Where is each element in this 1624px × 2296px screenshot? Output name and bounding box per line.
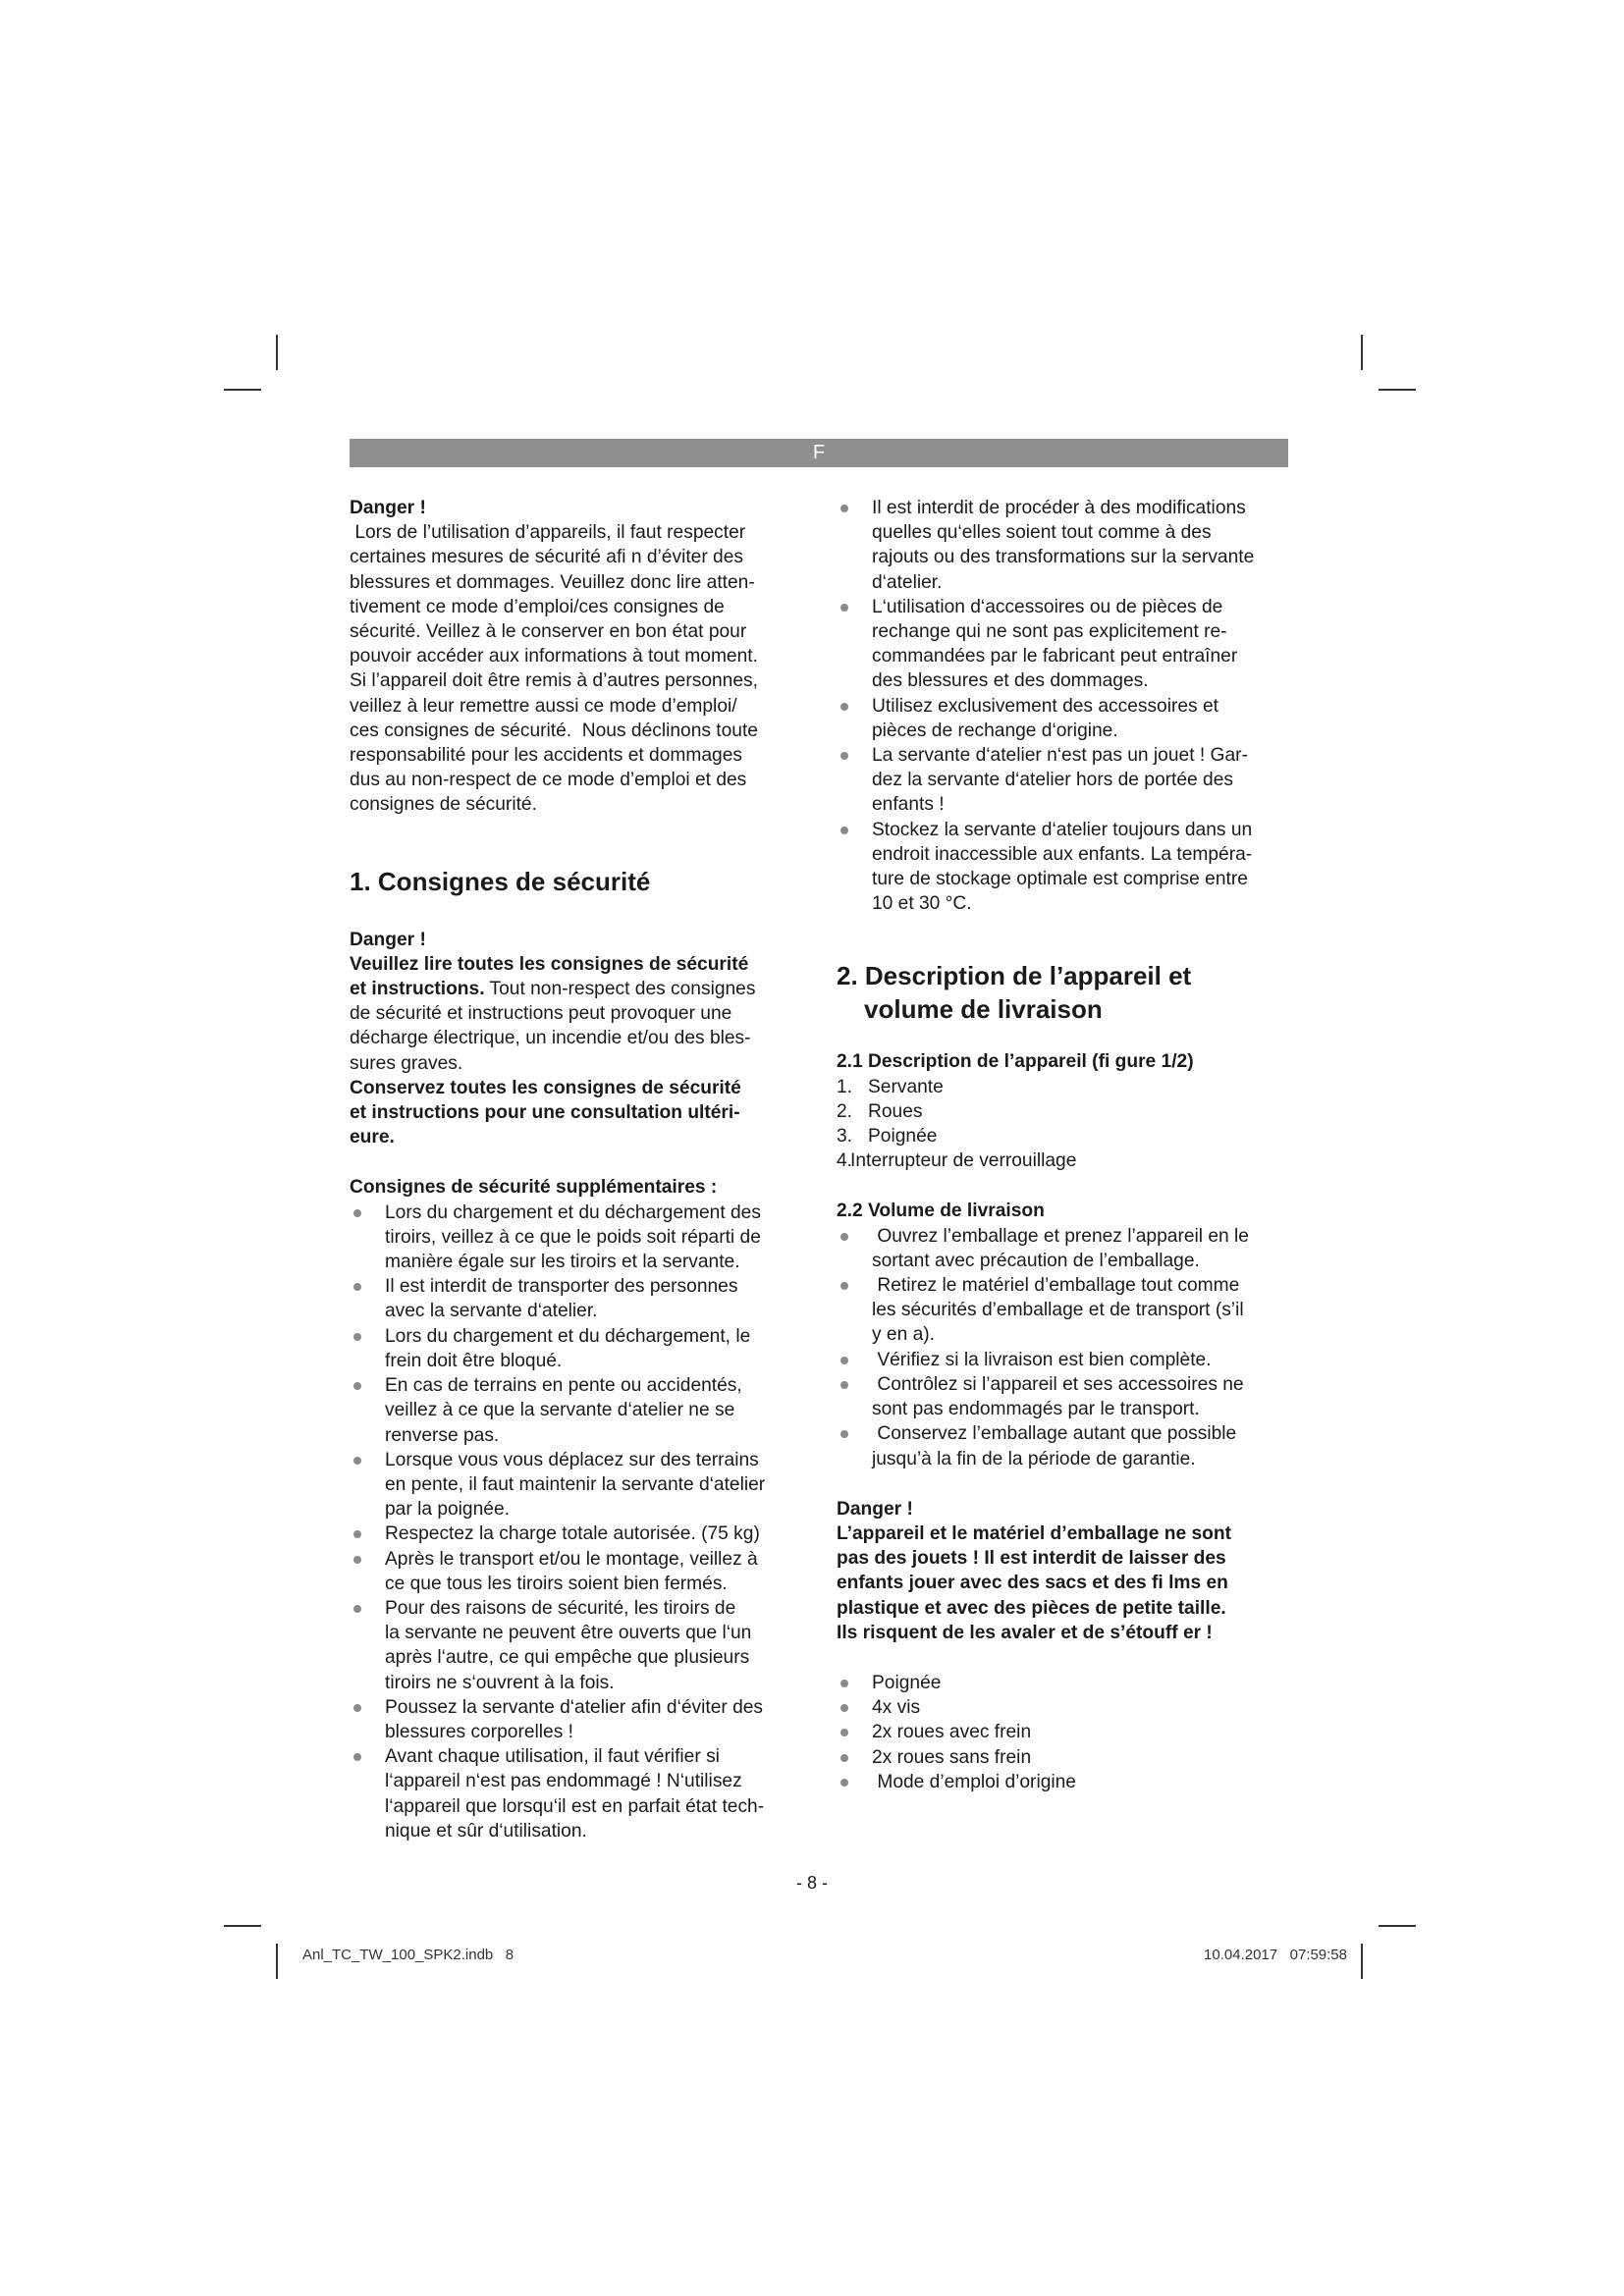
- language-header-bar: [350, 439, 1288, 467]
- text-line: [350, 977, 801, 1001]
- text-line: et instructions pour une consultation ultéri-: [350, 1102, 740, 1124]
- list-item: Lorsque vous vous déplacez sur des terrains en pente, il faut maintenir la servante d‘atelier par la poignée.: [350, 1448, 801, 1522]
- list-item: 4.Interrupteur de verrouillage: [837, 1150, 1077, 1172]
- text-line: sécurité. Veillez à le conserver en bon état pour: [350, 621, 747, 643]
- text-line: pas des jouets ! Il est interdit de laisser des: [837, 1548, 1226, 1570]
- bold-span: et instructions.: [350, 979, 485, 1000]
- text-span: Tout non-respect des consignes: [484, 979, 756, 1000]
- list-item: Poussez la servante d‘atelier afin d‘éviter des blessures corporelles !: [350, 1695, 801, 1744]
- text-line: veillez à leur remettre aussi ce mode d’emploi/: [350, 695, 737, 717]
- danger-heading: Danger !: [837, 1498, 913, 1520]
- text-line: enfants jouer avec des sacs et des fi lms en: [837, 1573, 1228, 1594]
- footer-filename: Anl_TC_TW_100_SPK2.indb 8: [302, 1947, 514, 1963]
- crop-mark: [276, 335, 278, 370]
- extra-safety-heading: Consignes de sécurité supplémentaires :: [350, 1177, 718, 1199]
- list-item: Poignée: [837, 1671, 1288, 1695]
- page-number: - 8 -: [795, 1873, 828, 1893]
- text-line: L’appareil et le matériel d’emballage ne sont: [837, 1522, 1232, 1544]
- list-item: Conservez l’emballage autant que possible jusqu’à la fin de la période de garantie.: [837, 1421, 1288, 1470]
- text-line: Veuillez lire toutes les consignes de sécurité: [350, 953, 749, 975]
- list-item: 2. Roues: [837, 1100, 923, 1122]
- list-item: 4x vis: [837, 1695, 1288, 1720]
- list-item: Lors du chargement et du déchargement des tiroirs, veillez à ce que le poids soit réparti de manière égale sur les tiroirs et la servante.: [350, 1201, 801, 1275]
- crop-mark: [1361, 1944, 1363, 1979]
- extra-safety-list: [350, 1201, 801, 1843]
- subsection-2-1-title: 2.1 Description de l’appareil (fi gure 1/2): [837, 1051, 1194, 1073]
- right-column: [837, 496, 1288, 1794]
- title-line: 2. Description de l’appareil et: [837, 961, 1192, 991]
- crop-mark: [1361, 335, 1363, 370]
- text-line: consignes de sécurité.: [350, 794, 537, 816]
- parts-list: [837, 1075, 1288, 1174]
- list-item: 2x roues avec frein: [837, 1720, 1288, 1744]
- left-column: [350, 496, 801, 1843]
- text-line: plastique et avec des pièces de petite taille.: [837, 1597, 1226, 1619]
- list-item: Mode d’emploi d’origine: [837, 1770, 1288, 1794]
- list-item: Avant chaque utilisation, il faut vérifier si l‘appareil n‘est pas endommagé ! N‘utilisez l‘appareil que lorsqu‘il est en parfait état tech- nique et sûr d‘utilisation.: [350, 1744, 801, 1843]
- list-item: 3. Poignée: [837, 1126, 938, 1148]
- list-item: Après le transport et/ou le montage, veillez à ce que tous les tiroirs soient bien fermés.: [350, 1547, 801, 1596]
- text-line: dus au non-respect de ce mode d’emploi et des: [350, 770, 747, 791]
- text-line: Ils risquent de les avaler et de s’étouff er !: [837, 1622, 1213, 1643]
- list-item: 2x roues sans frein: [837, 1745, 1288, 1770]
- text-line: certaines mesures de sécurité afi n d’éviter des: [350, 547, 743, 568]
- text-line: pouvoir accéder aux informations à tout moment.: [350, 646, 758, 667]
- list-item: Ouvrez l’emballage et prenez l’appareil en le sortant avec précaution de l’emballage.: [837, 1224, 1288, 1273]
- list-item: Respectez la charge totale autorisée. (75 kg): [350, 1522, 801, 1546]
- list-item: Retirez le matériel d’emballage tout comme les sécurités d’emballage et de transport (s’il y en a).: [837, 1273, 1288, 1348]
- delivery-steps-list: [837, 1224, 1288, 1471]
- text-line: eure.: [350, 1127, 395, 1148]
- intro-heading: Danger !: [350, 498, 426, 518]
- crop-mark: [1379, 1925, 1416, 1927]
- language-letter: F: [812, 442, 826, 463]
- list-item: 1. Servante: [837, 1076, 944, 1097]
- text-line: Si l’appareil doit être remis à d’autres personnes,: [350, 670, 758, 692]
- text-line: tivement ce mode d’emploi/ces consignes de: [350, 596, 725, 617]
- text-line: ces consignes de sécurité. Nous déclinons toute: [350, 720, 758, 741]
- section-1-title: 1. Consignes de sécurité: [350, 866, 651, 896]
- list-item: La servante d‘atelier n‘est pas un jouet ! Gar- dez la servante d‘atelier hors de portée des enfants !: [837, 743, 1288, 818]
- text-line: de sécurité et instructions peut provoquer une: [350, 1003, 732, 1025]
- list-item: Il est interdit de procéder à des modifications quelles qu‘elles soient tout comme à des rajouts ou des transformations sur la servante d‘atelier.: [837, 496, 1288, 595]
- subsection-2-2-title: 2.2 Volume de livraison: [837, 1201, 1045, 1222]
- crop-mark: [224, 1925, 261, 1927]
- safety-list-continued: [837, 496, 1288, 916]
- list-item: Stockez la servante d‘atelier toujours dans un endroit inaccessible aux enfants. La tempéra- ture de stockage optimale est comprise entre 10 et 30 °C.: [837, 818, 1288, 917]
- list-item: Lors du chargement et du déchargement, le frein doit être bloqué.: [350, 1324, 801, 1373]
- text-line: Lors de l’utilisation d’appareils, il faut respecter: [350, 522, 746, 544]
- intro-paragraph: [350, 520, 801, 817]
- list-item: En cas de terrains en pente ou accidentés, veillez à ce que la servante d‘atelier ne se renverse pas.: [350, 1373, 801, 1448]
- crop-mark: [224, 389, 261, 391]
- section-2-title: [837, 959, 1288, 1026]
- text-line: responsabilité pour les accidents et dommages: [350, 745, 742, 767]
- text-line: sures graves.: [350, 1052, 463, 1074]
- list-item: Utilisez exclusivement des accessoires et pièces de rechange d‘origine.: [837, 694, 1288, 743]
- list-item: Contrôlez si l’appareil et ses accessoires ne sont pas endommagés par le transport.: [837, 1372, 1288, 1421]
- list-item: Il est interdit de transporter des personnes avec la servante d‘atelier.: [350, 1274, 801, 1323]
- crop-mark: [276, 1944, 278, 1979]
- crop-mark: [1379, 389, 1416, 391]
- text-line: blessures et dommages. Veuillez donc lire atten-: [350, 571, 755, 593]
- danger-heading: Danger !: [350, 929, 426, 950]
- list-item: Vérifiez si la livraison est bien complète.: [837, 1348, 1288, 1372]
- text-line: Conservez toutes les consignes de sécurité: [350, 1077, 741, 1098]
- list-item: L‘utilisation d‘accessoires ou de pièces de rechange qui ne sont pas explicitement re- commandées par le fabricant peut entraîner des blessures et des dommages.: [837, 595, 1288, 694]
- footer-timestamp: 10.04.2017 07:59:58: [1204, 1947, 1347, 1963]
- text-line: décharge électrique, un incendie et/ou des bles-: [350, 1028, 751, 1049]
- title-line: volume de livraison: [864, 994, 1103, 1025]
- package-contents-list: [837, 1671, 1288, 1794]
- list-item: Pour des raisons de sécurité, les tiroirs de la servante ne peuvent être ouverts que l‘un après l‘autre, ce qui empêche que plusieurs tiroirs ne s‘ouvrent à la fois.: [350, 1596, 801, 1695]
